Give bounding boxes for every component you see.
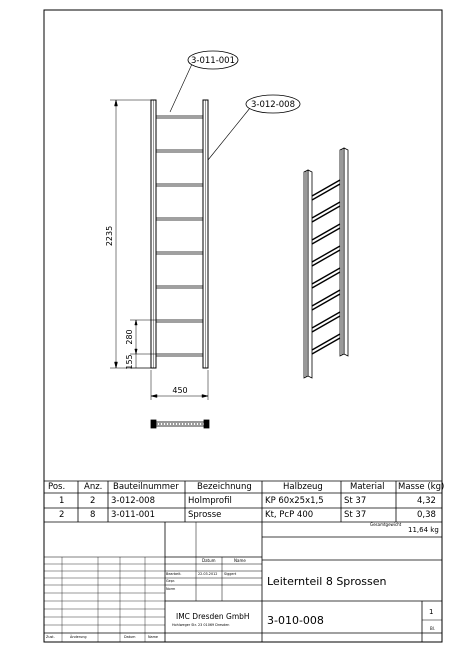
bom-header-anz: Anz. (84, 482, 103, 492)
dim-450: 450 (172, 386, 188, 395)
sheet-border (44, 10, 445, 642)
dim-280: 280 (125, 329, 134, 345)
row-label-geprueft: Gepr. (166, 579, 176, 583)
drawing-title: Leiternteil 8 Sprossen (267, 575, 387, 588)
sheet-label: Bl. (430, 626, 436, 631)
ladder-front-view (151, 100, 208, 368)
rungs (156, 116, 203, 356)
dim-155: 155 (125, 354, 134, 370)
bom-header-halbzeug: Halbzeug (283, 482, 323, 492)
dim-2235: 2235 (105, 225, 114, 247)
bom-row1-bezeichnung: Holmprofil (188, 496, 232, 506)
rev-label-name: Name (148, 635, 159, 639)
balloon-text-2: 3-012-008 (251, 100, 295, 110)
company-address: Hohlweger Str. 23 01069 Dresden (172, 623, 230, 627)
bom-row1-halbzeug: KP 60x25x1,5 (265, 496, 324, 506)
rev-label-datum: Datum (124, 635, 136, 639)
bearbeitet-name: Siggert (224, 572, 237, 576)
bearbeitet-date: 22.03.2012 (198, 572, 218, 576)
sheet-number: 1 (429, 608, 434, 616)
bom-row2-anz: 8 (90, 510, 96, 520)
bom-row1-pos: 1 (59, 496, 65, 506)
bom-row1-material: St 37 (344, 496, 367, 506)
company-name: IMC Dresden GmbH (176, 612, 250, 621)
bom-row2-masse: 0,38 (417, 510, 436, 520)
total-mass-value: 11,64 kg (408, 526, 439, 534)
row-label-bearbeitet: Bearbeit. (166, 572, 182, 576)
bom-row2-material: St 37 (344, 510, 367, 520)
bom-row2-halbzeug: Kt, PcP 400 (265, 510, 314, 520)
name-header: Name (234, 558, 246, 563)
total-mass-label: Gesamtgewicht (370, 522, 402, 527)
row-label-norm: Norm (166, 587, 176, 591)
ladder-top-view (151, 420, 209, 428)
rev-label-aenderung: Änderung (70, 635, 87, 639)
ladder-isometric-view (304, 148, 348, 378)
bom-row1-bauteilnummer: 3-012-008 (111, 496, 155, 506)
rev-label-zustand: Zust. (46, 635, 55, 639)
bom-header-material: Material (350, 482, 385, 492)
datum-header: Datum (202, 558, 216, 563)
balloon-leaders (170, 64, 250, 160)
bom-row1-masse: 4,32 (417, 496, 436, 506)
bom-row1-anz: 2 (90, 496, 96, 506)
bom-header-bauteilnummer: Bauteilnummer (113, 482, 179, 492)
bom-header-pos: Pos. (48, 482, 66, 492)
bom-header-masse: Masse (kg) (398, 482, 445, 492)
drawing-number: 3-010-008 (267, 614, 324, 627)
bom-header-bezeichnung: Bezeichnung (197, 482, 252, 492)
bom-row2-pos: 2 (59, 510, 65, 520)
bom-row2-bezeichnung: Sprosse (188, 510, 222, 520)
bom-row2-bauteilnummer: 3-011-001 (111, 510, 155, 520)
balloon-text-1: 3-011-001 (191, 56, 235, 66)
